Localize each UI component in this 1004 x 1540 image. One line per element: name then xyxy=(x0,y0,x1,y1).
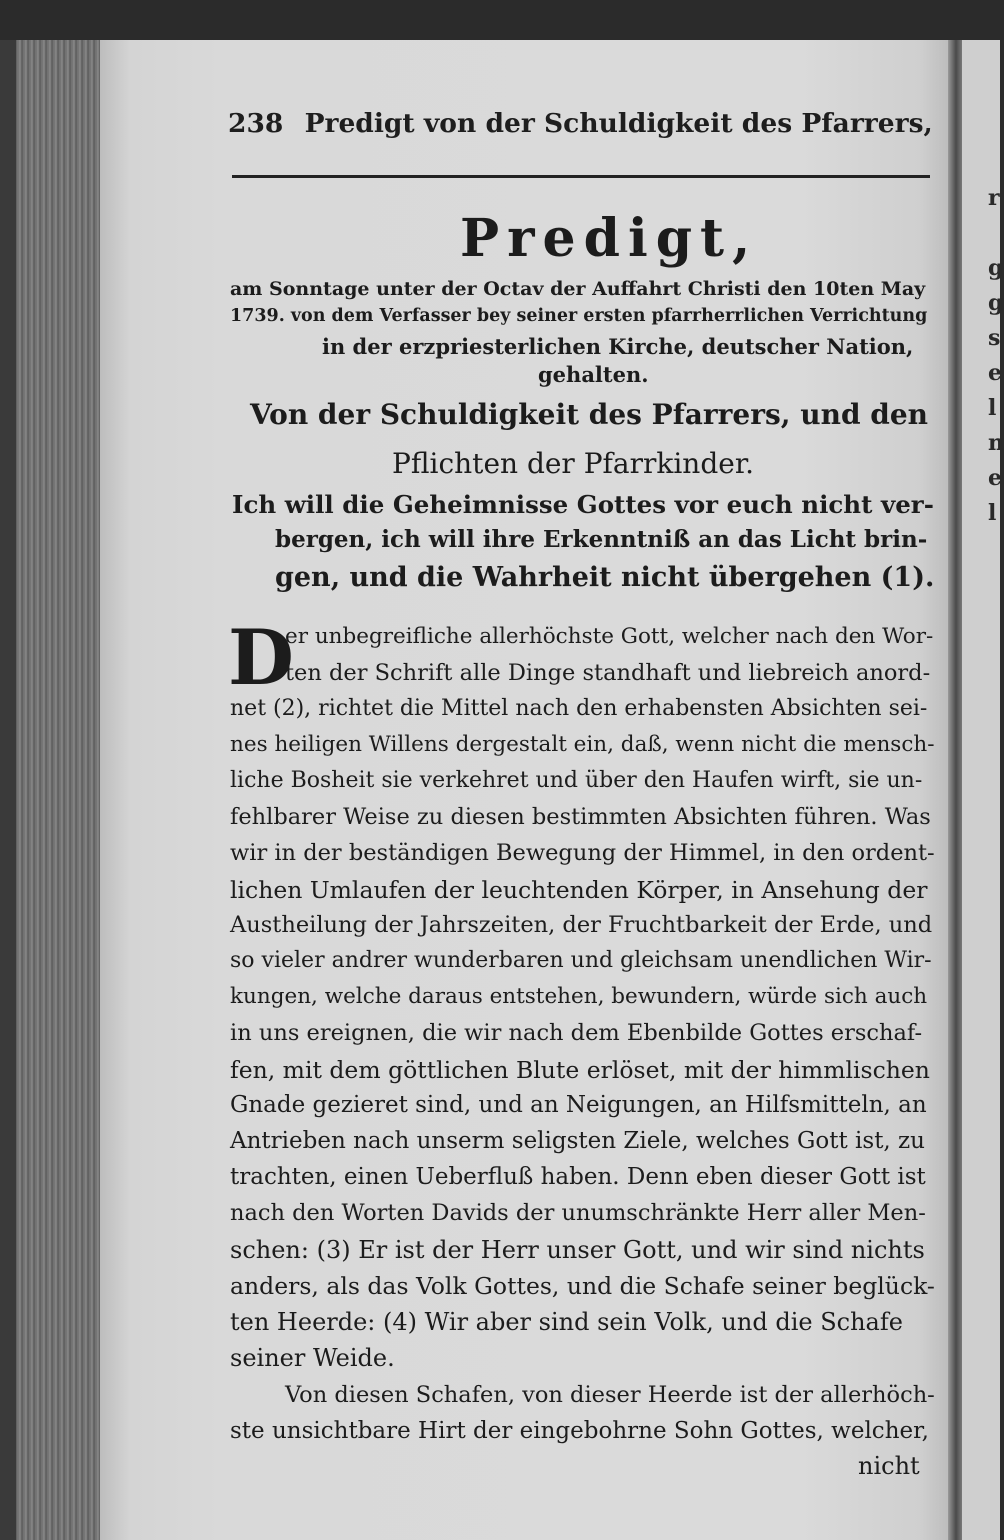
paragraph1-line-9: Austheilung der Jahrszeiten, der Fruchtbarkeit der Erde, und xyxy=(230,912,933,938)
drop-cap: D xyxy=(228,613,294,702)
subtitle-line-1: am Sonntage unter der Octav der Auffahrt Christi den 10ten May xyxy=(230,278,926,300)
paragraph1-line-7: wir in der beständigen Bewegung der Himmel, in den ordent- xyxy=(230,840,935,866)
paragraph1-line-21: seiner Weide. xyxy=(230,1344,395,1372)
running-head xyxy=(228,108,933,139)
next-page-fragment: g xyxy=(988,255,1004,281)
page-number: 238 xyxy=(228,108,284,139)
paragraph1-line-15: Antrieben nach unserm seligsten Ziele, welches Gott ist, zu xyxy=(230,1128,925,1154)
catchword: nicht xyxy=(858,1452,920,1480)
motto-line-1: Ich will die Geheimnisse Gottes vor euch nicht ver- xyxy=(232,490,934,519)
next-page-fragment: e xyxy=(988,465,1002,491)
sermon-heading-line-2: Pflichten der Pfarrkinder. xyxy=(392,447,755,480)
next-page-fragment: g xyxy=(988,290,1004,316)
subtitle-line-4: gehalten. xyxy=(538,362,649,387)
paragraph1-line-4: nes heiligen Willens dergestalt ein, daß, wenn nicht die mensch- xyxy=(230,732,935,757)
paragraph2-line-1: Von diesen Schafen, von dieser Heerde ist der allerhöch- xyxy=(285,1382,935,1408)
paragraph1-line-2: ten der Schrift alle Dinge standhaft und liebreich anord- xyxy=(285,660,931,686)
paragraph1-line-17: nach den Worten Davids der unumschränkte Herr aller Men- xyxy=(230,1200,926,1226)
next-page-fragment: s xyxy=(988,325,1001,351)
next-page-edge xyxy=(962,40,1004,1540)
paragraph1-line-19: anders, als das Volk Gottes, und die Schafe seiner beglück- xyxy=(230,1272,935,1300)
paragraph1-line-10: so vieler andrer wunderbaren und gleichsam unendlichen Wir- xyxy=(230,948,932,973)
paragraph1-line-18: schen: (3) Er ist der Herr unser Gott, und wir sind nichts xyxy=(230,1236,925,1264)
paragraph1-line-3: net (2), richtet die Mittel nach den erhabensten Absichten sei- xyxy=(230,696,928,721)
next-page-fragment: l xyxy=(988,395,997,421)
paragraph1-line-11: kungen, welche daraus entstehen, bewundern, würde sich auch xyxy=(230,984,928,1009)
motto-line-3: gen, und die Wahrheit nicht übergehen (1). xyxy=(275,562,935,593)
subtitle-line-2: 1739. von dem Verfasser bey seiner ersten pfarrherrlichen Verrichtung xyxy=(230,306,928,326)
next-page-fragment: n xyxy=(988,430,1004,456)
header-rule xyxy=(232,175,930,178)
paragraph1-line-16: trachten, einen Ueberfluß haben. Denn eben dieser Gott ist xyxy=(230,1164,926,1190)
paragraph1-line-12: in uns ereignen, die wir nach dem Ebenbilde Gottes erschaf- xyxy=(230,1020,923,1046)
paragraph1-line-14: Gnade gezieret sind, und an Neigungen, an Hilfsmitteln, an xyxy=(230,1092,927,1118)
subtitle-line-3: in der erzpriesterlichen Kirche, deutscher Nation, xyxy=(322,334,914,359)
paragraph2-line-2: ste unsichtbare Hirt der eingebohrne Sohn Gottes, welcher, xyxy=(230,1418,929,1444)
next-page-fragment: r xyxy=(988,185,1000,211)
paragraph1-line-20: ten Heerde: (4) Wir aber sind sein Volk, und die Schafe xyxy=(230,1308,903,1336)
book-cover-edge xyxy=(0,40,16,1540)
next-page-fragment: l xyxy=(988,500,997,526)
paragraph1-line-6: fehlbarer Weise zu diesen bestimmten Absichten führen. Was xyxy=(230,804,931,830)
sermon-title: Predigt, xyxy=(460,208,759,269)
paragraph1-line-13: fen, mit dem göttlichen Blute erlöset, mit der himmlischen xyxy=(230,1056,930,1084)
running-head-title: Predigt von der Schuldigkeit des Pfarrers, xyxy=(304,108,933,139)
paragraph1-line-5: liche Bosheit sie verkehret und über den Haufen wirft, sie un- xyxy=(230,768,923,793)
sermon-heading-line-1: Von der Schuldigkeit des Pfarrers, und den xyxy=(250,398,929,431)
paragraph1-line-8: lichen Umlaufen der leuchtenden Körper, in Ansehung der xyxy=(230,876,928,904)
paragraph1-line-1: er unbegreifliche allerhöchste Gott, welcher nach den Wor- xyxy=(285,624,934,649)
next-page-fragment: e xyxy=(988,360,1002,386)
motto-line-2: bergen, ich will ihre Erkenntniß an das Licht brin- xyxy=(275,526,928,553)
